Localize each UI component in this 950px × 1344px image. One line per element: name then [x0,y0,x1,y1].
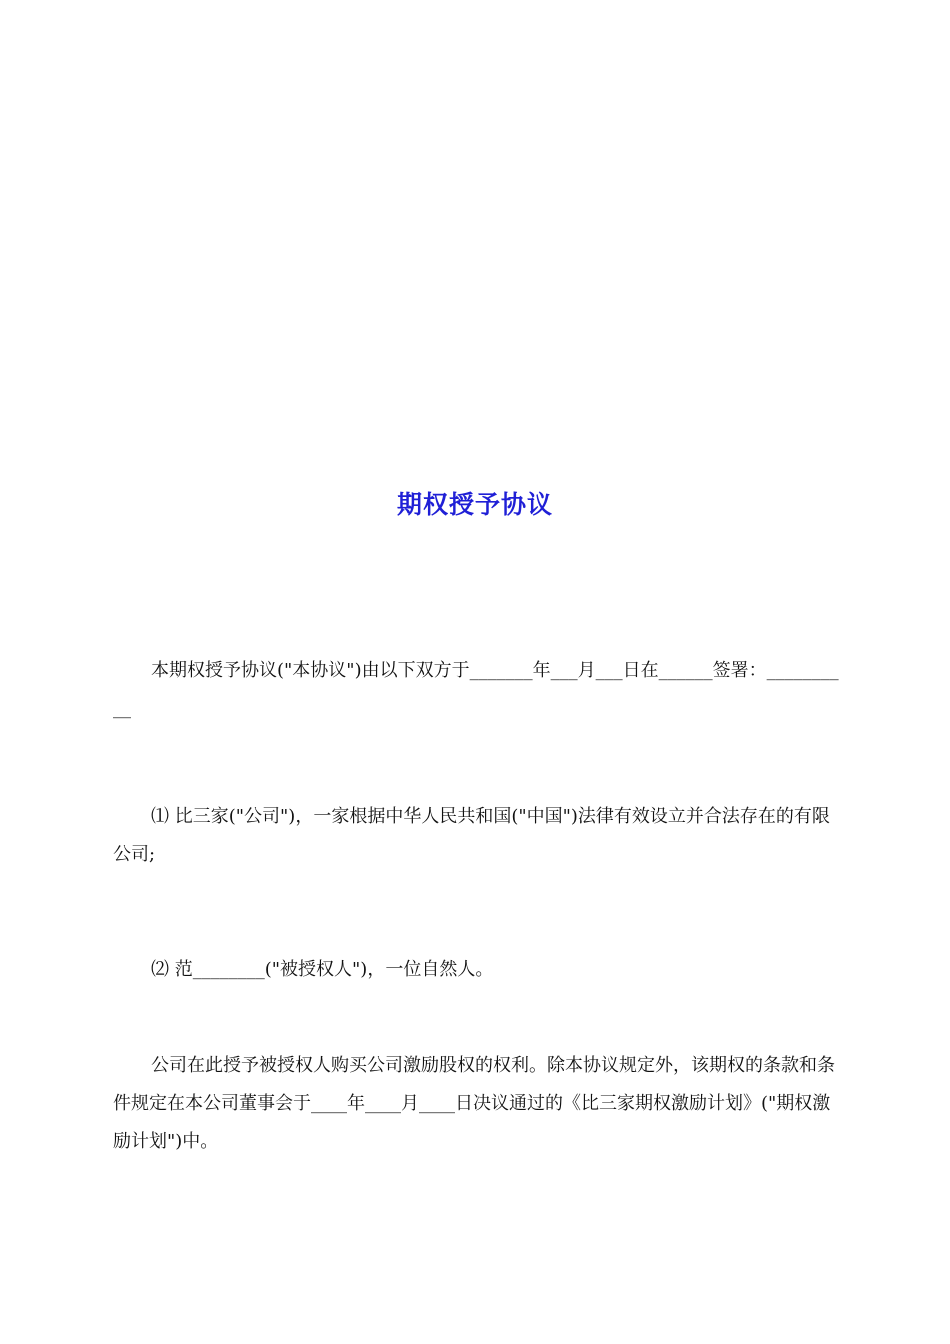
party-grantee-paragraph: ⑵ 范________("被授权人")，一位自然人。 [151,959,494,980]
document-title: 期权授予协议 [396,490,553,519]
agreement-intro-paragraph: 本期权授予协议("本协议")由以下双方于_______年___月___日在______签署：__________ [113,660,839,719]
party-company-paragraph: ⑴ 比三家("公司")，一家根据中华人民共和国("中国")法律有效设立并合法存在的有限公司; [113,806,830,865]
grant-terms-paragraph: 公司在此授予被授权人购买公司激励股权的权利。除本协议规定外，该期权的条款和条件规定在本公司董事会于____年____月____日决议通过的《比三家期权激励计划》("期权激励计划")中。 [113,1055,835,1152]
